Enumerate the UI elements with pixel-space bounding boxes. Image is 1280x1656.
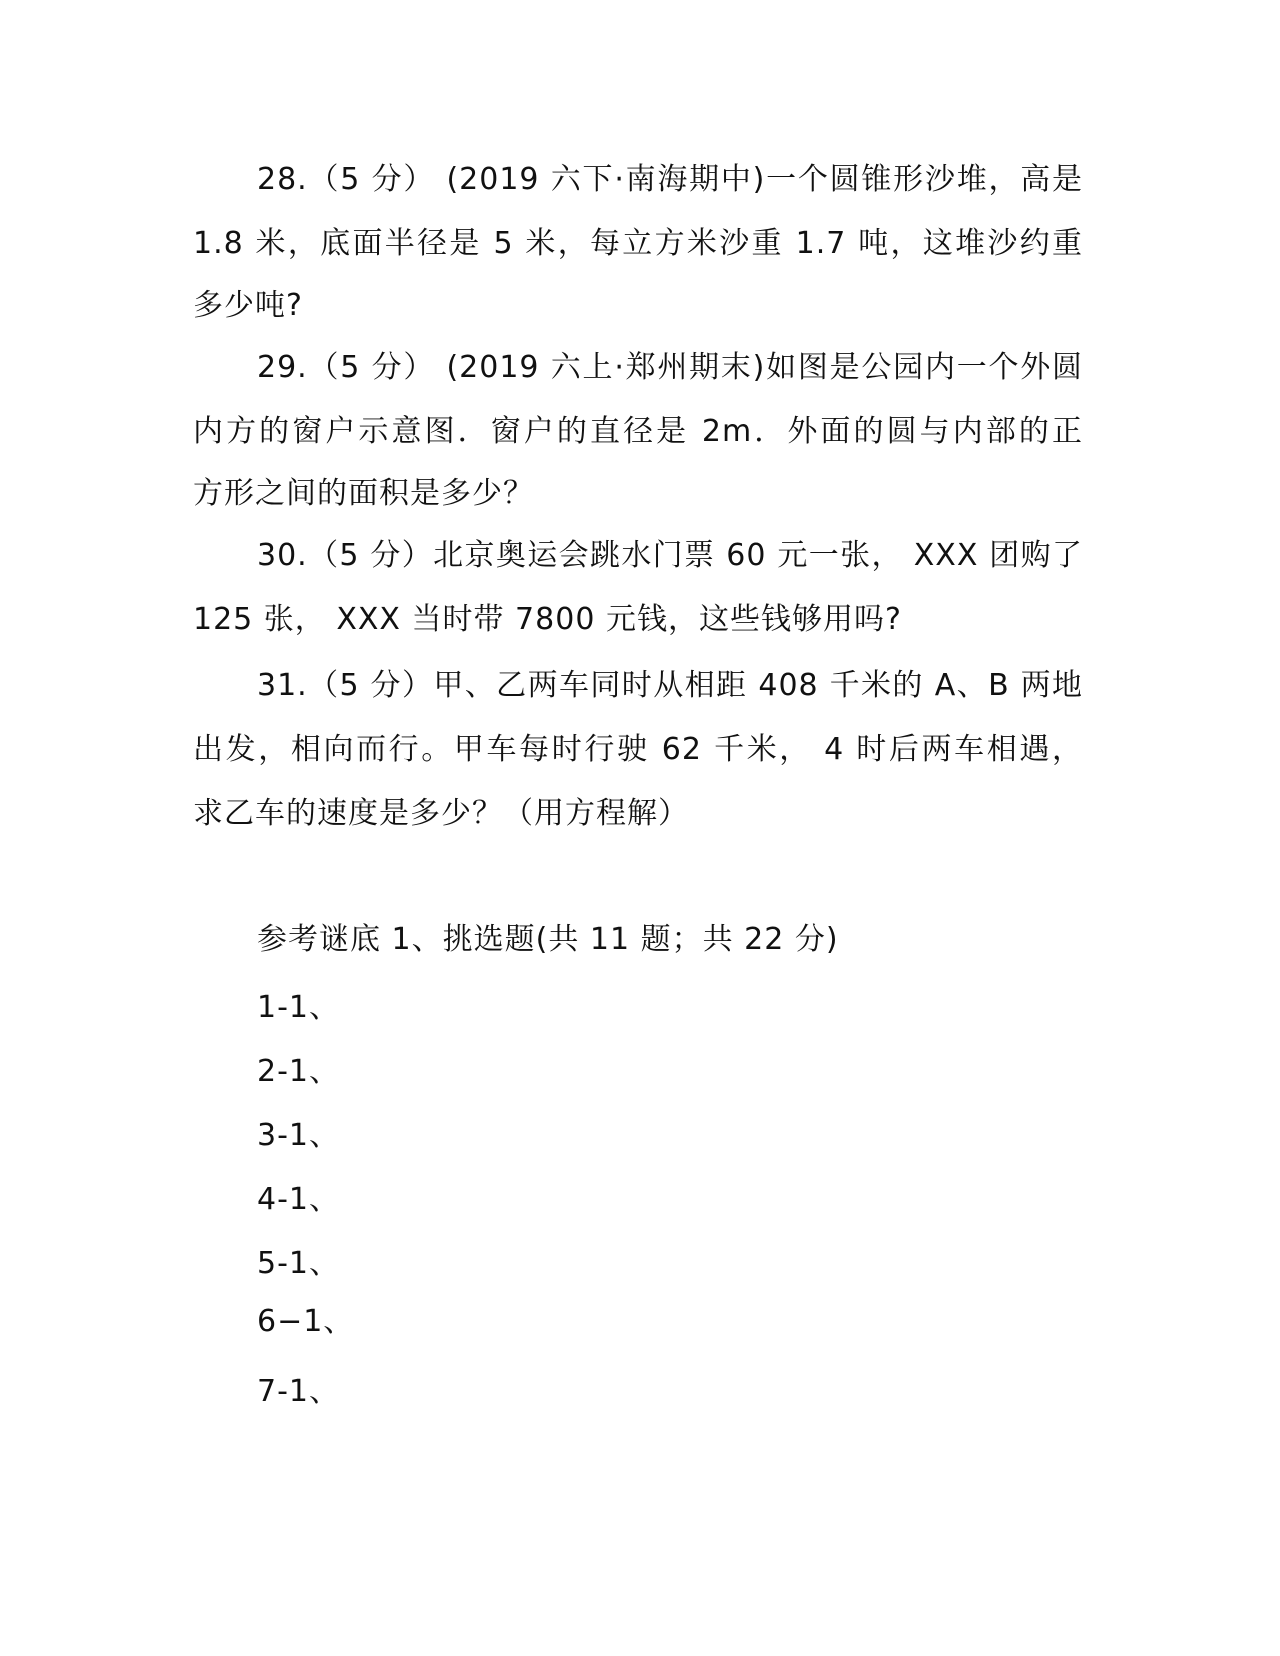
question-29-line-2: 内方的窗户示意图．窗户的直径是 2m．外面的圆与内部的正 — [193, 414, 1083, 449]
question-28-line-1: 28.（5 分） (2019 六下·南海期中)一个圆锥形沙堆，高是 — [257, 162, 1083, 197]
question-31-line-3: 求乙车的速度是多少？（用方程解） — [193, 796, 689, 831]
question-28-line-3: 多少吨? — [193, 288, 303, 323]
answer-item: 3-1、 — [257, 1118, 340, 1153]
answer-item: 5-1、 — [257, 1246, 340, 1281]
question-30-line-2: 125 张， XXX 当时带 7800 元钱，这些钱够用吗? — [193, 602, 902, 637]
question-31-line-1: 31.（5 分）甲、乙两车同时从相距 408 千米的 A、B 两地 — [257, 668, 1083, 703]
question-30-line-1: 30.（5 分）北京奥运会跳水门票 60 元一张， XXX 团购了 — [257, 538, 1083, 573]
question-29-line-1: 29.（5 分） (2019 六上·郑州期末)如图是公园内一个外圆 — [257, 350, 1083, 385]
answer-item: 1-1、 — [257, 990, 340, 1025]
answer-item: 7-1、 — [257, 1374, 340, 1409]
question-31-line-2: 出发，相向而行。甲车每时行驶 62 千米， 4 时后两车相遇， — [193, 732, 1083, 767]
question-28-line-2: 1.8 米，底面半径是 5 米，每立方米沙重 1.7 吨，这堆沙约重 — [193, 226, 1083, 261]
answer-item: 2-1、 — [257, 1054, 340, 1089]
question-29-line-3: 方形之间的面积是多少？ — [193, 476, 534, 511]
answer-item: 6−1、 — [257, 1304, 355, 1339]
answer-item: 4-1、 — [257, 1182, 340, 1217]
answer-key-heading: 参考谜底 1、挑选题(共 11 题；共 22 分) — [257, 922, 839, 957]
